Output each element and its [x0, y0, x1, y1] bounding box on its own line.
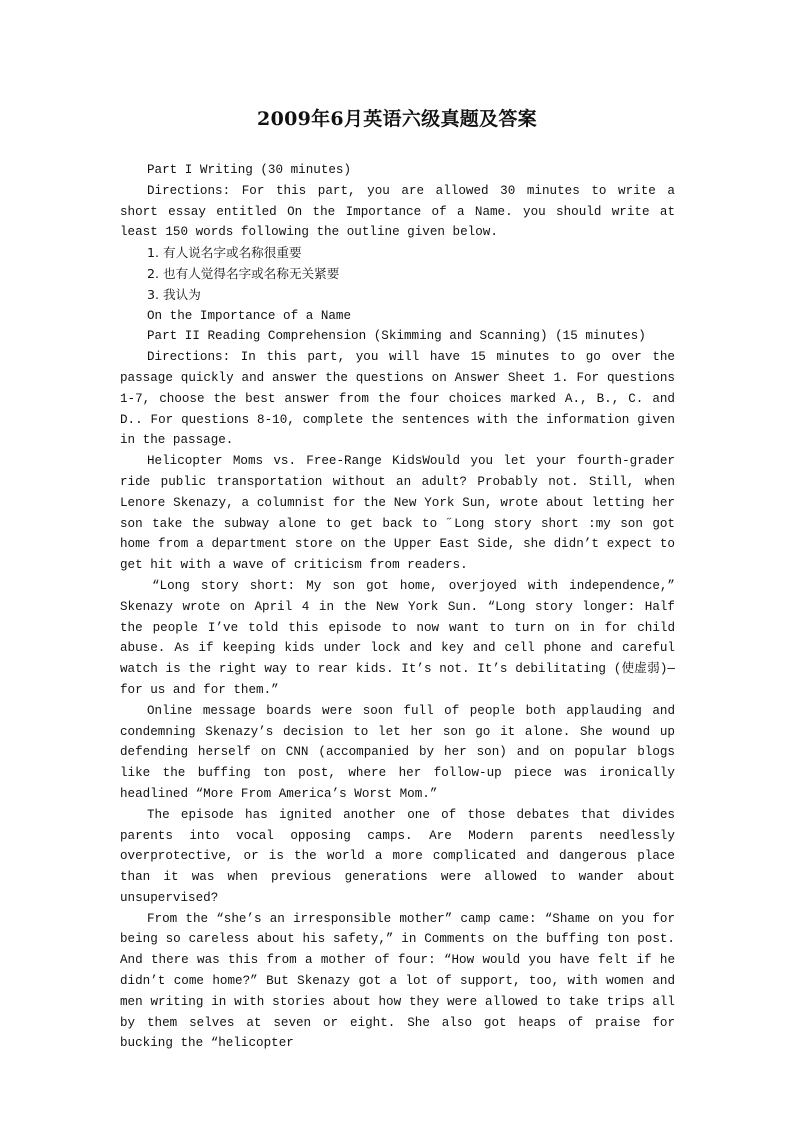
passage-paragraph: The episode has ignited another one of those debates that divides parents into vocal opposing camps. Are Modern parents needlessly overprotective, or is the world a more complicated and dangerous place than it was when previous generations were allowed to wander about unsupervised?	[120, 807, 675, 905]
passage-paragraph: Online message boards were soon full of people both applauding and condemning Skenazy’s decision to let her son go it alone. She wound up defending herself on CNN (accompanied by her son) and on popular blogs like the buffing ton post, where her follow-up piece was ironically headlined “More From America’s Worst Mom.”	[120, 703, 675, 801]
outline-item-3: 3. 我认为	[147, 286, 201, 302]
section-heading-writing: Part I Writing (30 minutes)	[147, 163, 352, 177]
section-heading-reading: Part II Reading Comprehension (Skimming and Scanning) (15 minutes)	[147, 329, 646, 344]
essay-title: On the Importance of a Name	[147, 308, 352, 323]
passage-paragraph: Helicopter Moms vs. Free-Range KidsWould you let your fourth-grader ride public transportation without an adult? Probably not. Still, when Lenore Skenazy, a columnist for the New York Sun, wrote about letting her son take the subway alone to get back to ˝Long story short :my son got home from a department store on the Upper East Side, she didn’t expect to get hit with a wave of criticism from readers.	[120, 454, 675, 573]
document-title: 2009年6月英语六级真题及答案	[257, 108, 537, 130]
outline-item-2: 2. 也有人觉得名字或名称无关紧要	[147, 265, 340, 281]
passage-paragraph: From the “she’s an irresponsible mother” camp came: “Shame on you for being so careless about his safety,” in Comments on the buffing ton post. And there was this from a mother of four: “How would you have felt if he didn’t come home?” But Skenazy got a lot of support, too, with women and men writing in with stories about how they were allowed to take trips all by them selves at seven or eight. She also got heaps of praise for bucking the “helicopter	[120, 911, 675, 1051]
passage-paragraph: “Long story short: My son got home, overjoyed with independence,” Skenazy wrote on April 4 in the New York Sun. “Long story longer: Half the people I’ve told this episode to now want to turn on in for child abuse. As if keeping kids under lock and key and cell phone and careful watch is the right way to rear kids. It’s not. It’s debilitating (使虚弱)—for us and for them.”	[120, 578, 675, 697]
outline-item-1: 1. 有人说名字或名称很重要	[147, 245, 302, 261]
document-body	[120, 160, 675, 1054]
writing-directions: Directions: For this part, you are allowed 30 minutes to write a short essay entitled On the Importance of a Name. you should write at least 150 words following the outline given below.	[120, 183, 675, 240]
reading-directions: Directions: In this part, you will have 15 minutes to go over the passage quickly and answer the questions on Answer Sheet 1. For questions 1-7, choose the best answer from the four choices marked A., B., C. and D.. For questions 8-10, complete the sentences with the information given in the passage.	[120, 350, 675, 448]
